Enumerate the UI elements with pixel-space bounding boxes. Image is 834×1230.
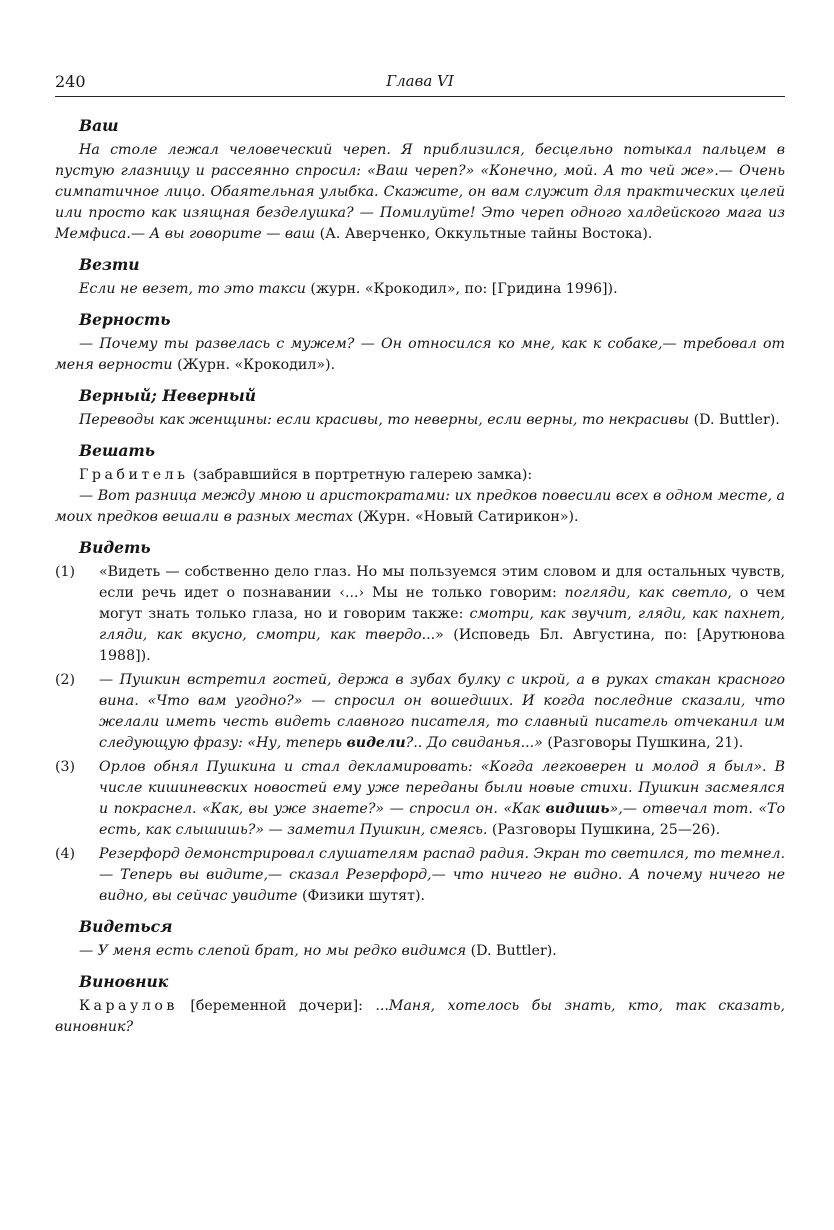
- entry-text: [55, 279, 785, 300]
- dictionary-body: [55, 115, 785, 1047]
- example-text: «Видеть — собственно дело глаз. Но мы пользуемся этим словом и для остальных чувств, если речь идет о познавании ‹...› Мы не только говорим:: [99, 564, 785, 601]
- entry-text: [55, 941, 785, 962]
- emphasized-word: видели: [346, 735, 406, 751]
- example-text: , о чем могут знать только глаза, но и говорим также:: [99, 585, 785, 622]
- source-citation: (Разговоры Пушкина, 25—26).: [487, 822, 721, 838]
- entry-heading: Вешать: [79, 441, 156, 460]
- quote-text: — Почему ты развелась с мужем? — Он относился ко мне, как к собаке,— требовал от меня верности: [55, 336, 785, 373]
- example-italic: »,— отвечал тот. «То есть, как слышишь?» — заметил Пушкин, смеясь.: [99, 801, 785, 838]
- entry-heading: Видеть: [79, 538, 151, 557]
- entry-heading: Ваш: [79, 116, 119, 135]
- speaker-note: [беременной дочери]:: [177, 998, 376, 1014]
- entry-text: [55, 410, 785, 431]
- entry-heading: Виновник: [79, 972, 169, 991]
- speaker-name: Караулов: [79, 998, 178, 1014]
- emphasized-word: видишь: [545, 801, 610, 817]
- numbered-example: [55, 757, 785, 841]
- numbered-example: [55, 844, 785, 907]
- example-italic: погляди, как светло: [564, 585, 728, 601]
- example-italic: Резерфорд демонстрировал слушателям распад радия. Экран то светился, то темнел.— Теперь вы видите,— сказал Резерфорд,— что ничего не видно. А почему ничего не видно, вы сейчас увидите: [99, 846, 785, 904]
- entry-heading: Верность: [79, 310, 171, 329]
- source-citation: (D. Buttler).: [466, 943, 557, 959]
- entry-text: [55, 996, 785, 1038]
- example-italic: смотри, как звучит, гляди, как пахнет, гляди, как вкусно, смотри, как твердо: [99, 606, 785, 643]
- quote-text: — Вот разница между мною и аристократами: их предков повесили всех в одном месте, а моих предков вешали в разных местах: [55, 488, 785, 525]
- entry-heading: Верный; Неверный: [79, 386, 256, 405]
- speaker-note: (забравшийся в портретную галерею замка):: [188, 467, 533, 483]
- example-number: (2): [55, 672, 76, 688]
- entry-vernost: [55, 309, 785, 376]
- entry-verny: [55, 385, 785, 431]
- source-citation: (D. Buttler).: [689, 412, 780, 428]
- numbered-example: [55, 670, 785, 754]
- quote-text: Переводы как женщины: если красивы, то неверны, если верны, то некрасивы: [79, 412, 690, 428]
- entry-vinovnik: [55, 971, 785, 1038]
- quote-text: Если не везет, то это такси: [79, 281, 306, 297]
- source-citation: (Журн. «Крокодил»).: [172, 357, 336, 373]
- quote-text: ...Маня, хотелось бы знать, кто, так сказать, виновник?: [55, 998, 785, 1035]
- entry-heading: Везти: [79, 255, 140, 274]
- entry-videtsya: [55, 916, 785, 962]
- source-citation: (журн. «Крокодил», по: [Гридина 1996]).: [305, 281, 618, 297]
- numbered-example: [55, 562, 785, 667]
- entry-vash: [55, 115, 785, 245]
- source-citation: (Разговоры Пушкина, 21).: [542, 735, 744, 751]
- example-italic: Орлов обнял Пушкина и стал декламировать: «Когда легковерен и молод я был». В числе кишиневских новостей ему уже переданы были новые стихи. Пушкин засмеялся и покраснел. «Как, вы уже знаете?» — спросил он. «Как: [99, 759, 785, 817]
- example-number: (4): [55, 846, 76, 862]
- entry-videt: [55, 537, 785, 907]
- chapter-title: Глава VI: [386, 72, 454, 90]
- page-number: 240: [55, 72, 86, 91]
- running-header: [55, 70, 785, 97]
- quote-text: На столе лежал человеческий череп. Я приблизился, бесцельно потыкал пальцем в пустую глазницу и рассеянно спросил: «Ваш череп?» «Конечно, мой. А то чей же».— Очень симпатичное лицо. Обаятельная улыбка. Скажите, он вам служит для практических целей или просто как изящная безделушка? — Помилуйте! Это череп одного халдейского мага из Мемфиса.— А вы говорите — ваш: [55, 142, 785, 242]
- entry-text: [55, 334, 785, 376]
- entry-text: [55, 486, 785, 528]
- example-number: (3): [55, 759, 76, 775]
- source-citation: ...» (Исповедь Бл. Августина, по: [Арутюнова 1988]).: [99, 627, 785, 664]
- entry-vezti: [55, 254, 785, 300]
- entry-text: [55, 140, 785, 245]
- speaker-name: Грабитель: [79, 467, 189, 483]
- source-citation: (Журн. «Новый Сатирикон»).: [353, 509, 579, 525]
- example-italic: ?.. До свиданья...»: [405, 735, 543, 751]
- quote-text: — У меня есть слепой брат, но мы редко видимся: [79, 943, 467, 959]
- speaker-line: [55, 465, 785, 486]
- entry-heading: Видеться: [79, 917, 173, 936]
- example-number: (1): [55, 564, 76, 580]
- entry-veshat: [55, 440, 785, 528]
- source-citation: (А. Аверченко, Оккультные тайны Востока).: [315, 226, 653, 242]
- source-citation: (Физики шутят).: [297, 888, 425, 904]
- example-italic: — Пушкин встретил гостей, держа в зубах булку с икрой, а в руках стакан красного вина. «Что вам угодно?» — спросил он вошедших. И когда последние сказали, что желали иметь честь видеть славного писателя, то славный писатель отчеканил им следующую фразу: «Ну, теперь: [99, 672, 785, 751]
